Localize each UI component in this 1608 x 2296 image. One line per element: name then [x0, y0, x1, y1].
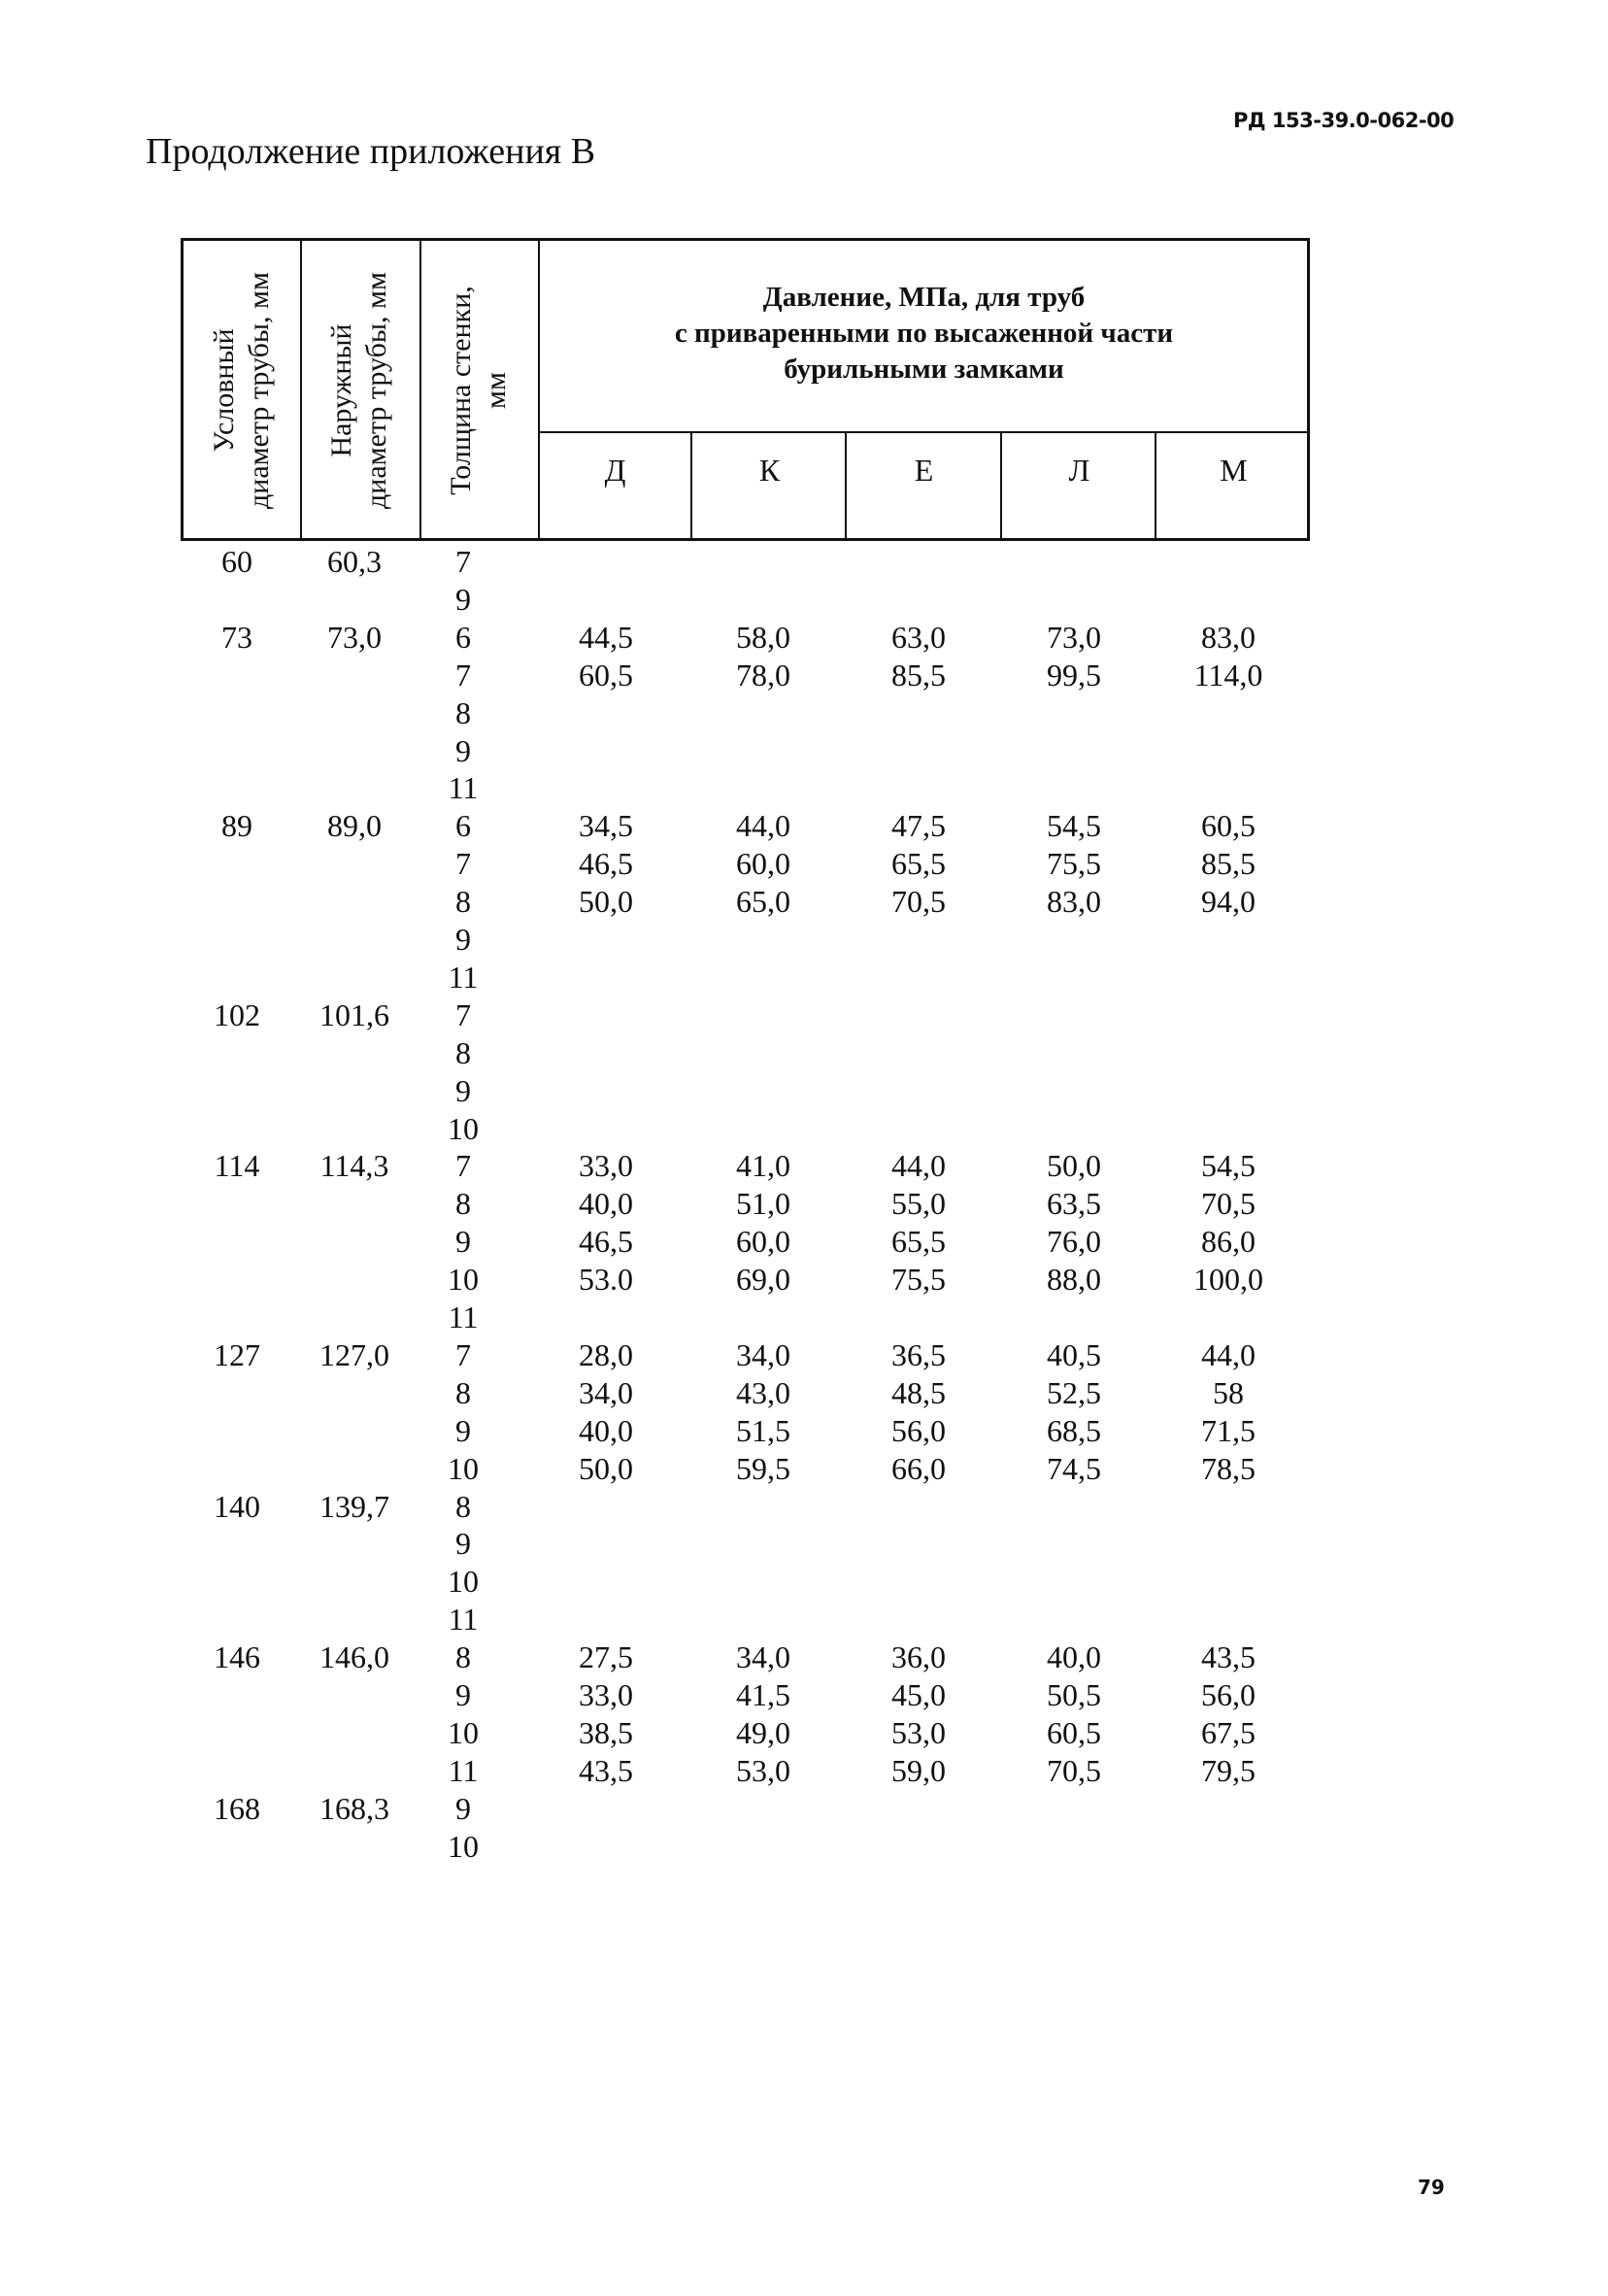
pressure-m-cell: 79,5 — [1201, 1752, 1256, 1788]
outer-diameter-cell: 114,3 — [319, 1148, 389, 1184]
continuation-title: Продолжение приложения В — [146, 131, 596, 172]
pressure-e-cell: 36,5 — [891, 1336, 946, 1372]
outer-diameter-cell: 127,0 — [319, 1336, 389, 1372]
nominal-diameter-cell: 89 — [221, 808, 252, 844]
wall-thickness-cell: 11 — [448, 1752, 479, 1788]
pressure-l-cell: 50,5 — [1047, 1677, 1101, 1712]
wall-thickness-cell: 6 — [455, 808, 471, 844]
wall-thickness-cell: 9 — [455, 1072, 471, 1108]
wall-thickness-cell: 11 — [448, 1602, 479, 1638]
pressure-k-cell: 34,0 — [736, 1639, 790, 1675]
pressure-k-cell: 34,0 — [736, 1336, 790, 1372]
pressure-m-cell: 54,5 — [1201, 1148, 1256, 1184]
pressure-e-cell: 85,5 — [891, 657, 946, 692]
wall-thickness-cell: 10 — [448, 1714, 479, 1750]
document-code: РД 153-39.0-062-00 — [1233, 109, 1455, 132]
pressure-l-cell: 73,0 — [1047, 619, 1101, 655]
pressure-d-cell: 27,5 — [579, 1639, 633, 1675]
pressure-k-cell: 78,0 — [736, 657, 790, 692]
pressure-d-cell: 40,0 — [579, 1412, 633, 1448]
nominal-diameter-cell: 60 — [221, 544, 252, 579]
pressure-m-cell: 70,5 — [1201, 1186, 1256, 1222]
pressure-l-cell: 50,0 — [1047, 1148, 1101, 1184]
pressure-k-cell: 65,0 — [736, 884, 790, 920]
pressure-e-cell: 36,0 — [891, 1639, 946, 1675]
pressure-m-cell: 83,0 — [1201, 619, 1256, 655]
wall-thickness-cell: 10 — [448, 1450, 479, 1486]
wall-thickness-cell: 11 — [448, 959, 479, 995]
outer-diameter-cell: 101,6 — [319, 996, 389, 1032]
pressure-l-cell: 88,0 — [1047, 1262, 1101, 1298]
pressure-d-cell: 28,0 — [579, 1336, 633, 1372]
pressure-k-cell: 59,5 — [736, 1450, 790, 1486]
pressure-d-cell: 60,5 — [579, 657, 633, 692]
pressure-k-cell: 51,5 — [736, 1412, 790, 1448]
pressure-m-cell: 86,0 — [1201, 1224, 1256, 1260]
column-header-nominal-diameter: Условный диаметр трубы, мм — [208, 272, 275, 509]
pressure-e-cell: 56,0 — [891, 1412, 946, 1448]
pressure-k-cell: 58,0 — [736, 619, 790, 655]
pressure-m-cell: 60,5 — [1201, 808, 1256, 844]
pressure-k-cell: 60,0 — [736, 1224, 790, 1260]
column-header-outer-diameter: Наружный диаметр трубы, мм — [325, 272, 392, 509]
pressure-l-cell: 63,5 — [1047, 1186, 1101, 1222]
pressure-m-cell: 44,0 — [1201, 1336, 1256, 1372]
pressure-l-cell: 40,0 — [1047, 1639, 1101, 1675]
pressure-e-cell: 55,0 — [891, 1186, 946, 1222]
pressure-m-cell: 114,0 — [1193, 657, 1263, 692]
pressure-d-cell: 34,5 — [579, 808, 633, 844]
pressure-l-cell: 60,5 — [1047, 1714, 1101, 1750]
pressure-d-cell: 46,5 — [579, 846, 633, 882]
pressure-d-cell: 33,0 — [579, 1677, 633, 1712]
outer-diameter-cell: 139,7 — [319, 1488, 389, 1524]
outer-diameter-cell: 60,3 — [327, 544, 382, 579]
pressure-e-cell: 65,5 — [891, 1224, 946, 1260]
pressure-d-cell: 34,0 — [579, 1374, 633, 1410]
wall-thickness-cell: 7 — [455, 846, 471, 882]
wall-thickness-cell: 9 — [455, 922, 471, 957]
wall-thickness-cell: 10 — [448, 1110, 479, 1146]
pressure-l-cell: 52,5 — [1047, 1374, 1101, 1410]
wall-thickness-cell: 10 — [448, 1828, 479, 1864]
pressure-k-cell: 41,0 — [736, 1148, 790, 1184]
pressure-m-cell: 43,5 — [1201, 1639, 1256, 1675]
wall-thickness-cell: 7 — [455, 657, 471, 692]
wall-thickness-cell: 11 — [448, 770, 479, 806]
pressure-m-cell: 100,0 — [1193, 1262, 1263, 1298]
wall-thickness-cell: 9 — [455, 732, 471, 768]
column-divider — [419, 241, 421, 538]
wall-thickness-cell: 9 — [455, 1526, 471, 1562]
pressure-e-cell: 53,0 — [891, 1714, 946, 1750]
pressure-m-cell: 94,0 — [1201, 884, 1256, 920]
wall-thickness-cell: 7 — [455, 996, 471, 1032]
wall-thickness-cell: 7 — [455, 1148, 471, 1184]
nominal-diameter-cell: 168 — [214, 1790, 260, 1826]
nominal-diameter-cell: 140 — [214, 1488, 260, 1524]
nominal-diameter-cell: 73 — [221, 619, 252, 655]
pressure-l-cell: 75,5 — [1047, 846, 1101, 882]
pressure-k-cell: 44,0 — [736, 808, 790, 844]
pressure-group-title: Давление, МПа, для труб с приваренными по высаженной части бурильными замками — [674, 282, 1174, 385]
column-header-wall-thickness: Толщина стенки, мм — [445, 286, 512, 495]
pressure-l-cell: 74,5 — [1047, 1450, 1101, 1486]
pressure-d-cell: 50,0 — [579, 1450, 633, 1486]
pressure-e-cell: 59,0 — [891, 1752, 946, 1788]
pressure-m-cell: 58 — [1213, 1374, 1244, 1410]
pressure-d-cell: 40,0 — [579, 1186, 633, 1222]
nominal-diameter-cell: 146 — [214, 1639, 260, 1675]
pressure-e-cell: 66,0 — [891, 1450, 946, 1486]
nominal-diameter-cell: 102 — [214, 996, 260, 1032]
table-header — [181, 238, 1310, 541]
pressure-e-cell: 48,5 — [891, 1374, 946, 1410]
wall-thickness-cell: 7 — [455, 544, 471, 579]
pressure-l-cell: 40,5 — [1047, 1336, 1101, 1372]
wall-thickness-cell: 10 — [448, 1262, 479, 1298]
grade-label-e: Е — [914, 453, 934, 488]
pressure-m-cell: 71,5 — [1201, 1412, 1256, 1448]
nominal-diameter-cell: 114 — [214, 1148, 260, 1184]
wall-thickness-cell: 8 — [455, 1488, 471, 1524]
outer-diameter-cell: 168,3 — [319, 1790, 389, 1826]
pressure-k-cell: 60,0 — [736, 846, 790, 882]
grade-label-k: К — [758, 453, 781, 488]
pressure-d-cell: 33,0 — [579, 1148, 633, 1184]
wall-thickness-cell: 11 — [448, 1300, 479, 1334]
grade-label-l: Л — [1068, 453, 1090, 488]
group-divider — [538, 431, 1307, 433]
wall-thickness-cell: 10 — [448, 1564, 479, 1600]
pressure-e-cell: 70,5 — [891, 884, 946, 920]
pressure-k-cell: 69,0 — [736, 1262, 790, 1298]
pressure-l-cell: 99,5 — [1047, 657, 1101, 692]
pressure-l-cell: 76,0 — [1047, 1224, 1101, 1260]
pressure-l-cell: 83,0 — [1047, 884, 1101, 920]
pressure-e-cell: 44,0 — [891, 1148, 946, 1184]
wall-thickness-cell: 9 — [455, 1790, 471, 1826]
wall-thickness-cell: 8 — [455, 1639, 471, 1675]
outer-diameter-cell: 146,0 — [319, 1639, 389, 1675]
pressure-m-cell: 56,0 — [1201, 1677, 1256, 1712]
wall-thickness-cell: 8 — [455, 694, 471, 730]
pressure-d-cell: 46,5 — [579, 1224, 633, 1260]
pressure-e-cell: 75,5 — [891, 1262, 946, 1298]
pressure-d-cell: 53.0 — [579, 1262, 633, 1298]
grade-label-m: М — [1220, 453, 1248, 488]
wall-thickness-cell: 9 — [455, 581, 471, 617]
pressure-e-cell: 63,0 — [891, 619, 946, 655]
outer-diameter-cell: 73,0 — [327, 619, 382, 655]
wall-thickness-cell: 8 — [455, 1186, 471, 1222]
pressure-e-cell: 45,0 — [891, 1677, 946, 1712]
wall-thickness-cell: 9 — [455, 1677, 471, 1712]
wall-thickness-cell: 6 — [455, 619, 471, 655]
pressure-e-cell: 65,5 — [891, 846, 946, 882]
wall-thickness-cell: 8 — [455, 1034, 471, 1070]
pressure-l-cell: 54,5 — [1047, 808, 1101, 844]
pressure-d-cell: 38,5 — [579, 1714, 633, 1750]
pressure-m-cell: 85,5 — [1201, 846, 1256, 882]
pressure-l-cell: 68,5 — [1047, 1412, 1101, 1448]
pressure-k-cell: 49,0 — [736, 1714, 790, 1750]
wall-thickness-cell: 9 — [455, 1224, 471, 1260]
outer-diameter-cell: 89,0 — [327, 808, 382, 844]
pressure-k-cell: 51,0 — [736, 1186, 790, 1222]
pressure-m-cell: 78,5 — [1201, 1450, 1256, 1486]
nominal-diameter-cell: 127 — [214, 1336, 260, 1372]
pressure-m-cell: 67,5 — [1201, 1714, 1256, 1750]
wall-thickness-cell: 8 — [455, 884, 471, 920]
wall-thickness-cell: 9 — [455, 1412, 471, 1448]
pressure-e-cell: 47,5 — [891, 808, 946, 844]
pressure-k-cell: 41,5 — [736, 1677, 790, 1712]
wall-thickness-cell: 8 — [455, 1374, 471, 1410]
pressure-k-cell: 53,0 — [736, 1752, 790, 1788]
pressure-l-cell: 70,5 — [1047, 1752, 1101, 1788]
pressure-d-cell: 43,5 — [579, 1752, 633, 1788]
column-divider — [300, 241, 302, 538]
pressure-k-cell: 43,0 — [736, 1374, 790, 1410]
wall-thickness-cell: 7 — [455, 1336, 471, 1372]
pressure-d-cell: 50,0 — [579, 884, 633, 920]
page-number: 79 — [1418, 2176, 1445, 2199]
pressure-d-cell: 44,5 — [579, 619, 633, 655]
grade-label-d: Д — [604, 453, 626, 488]
